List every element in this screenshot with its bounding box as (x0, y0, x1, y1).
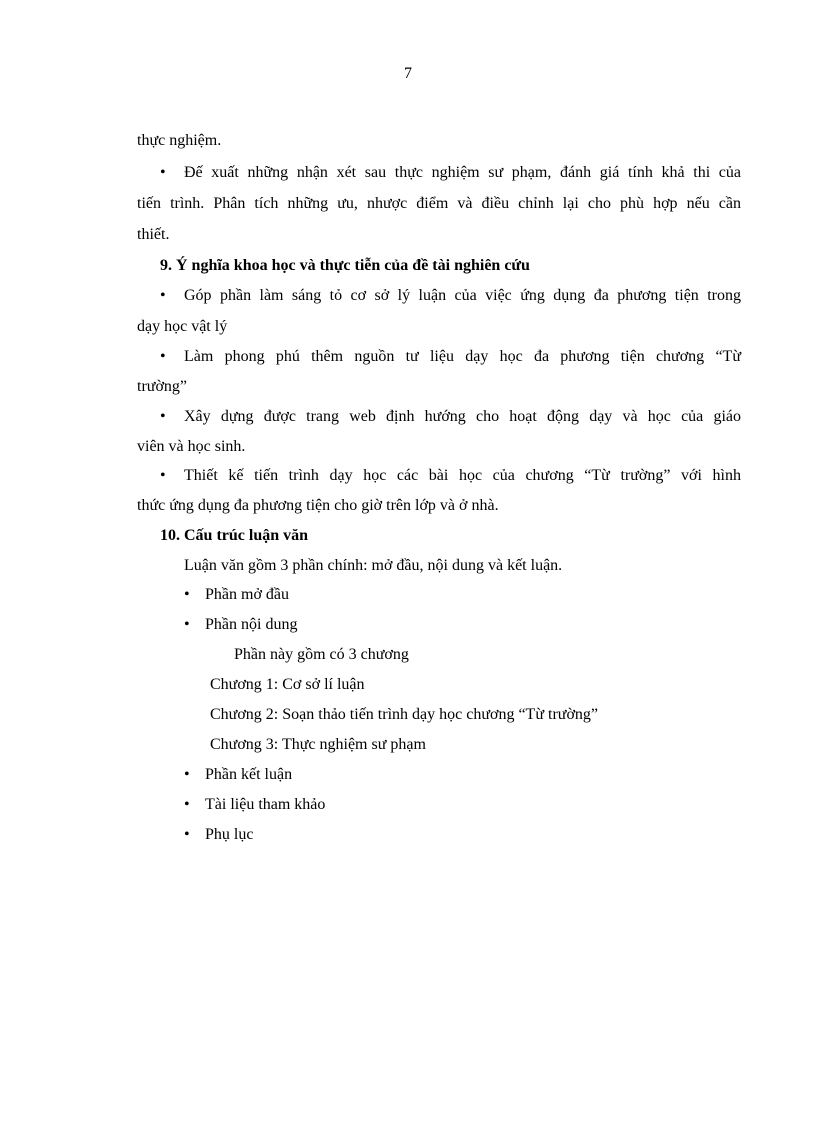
list-item-text: Đế xuất những nhận xét sau thực nghiệm sư phạm, đánh giá tính khả thi của (184, 164, 741, 181)
chapter-line: Chương 1: Cơ sở lí luận (210, 676, 365, 693)
list-item-text: Góp phần làm sáng tỏ cơ sở lý luận của việc ứng dụng đa phương tiện trong (184, 287, 741, 304)
bullet-icon: • (160, 408, 166, 425)
bullet-icon: • (184, 796, 190, 813)
section-heading: Cấu trúc luận văn (184, 527, 309, 544)
list-item-text: Thiết kế tiến trình dạy học các bài học của chương “Từ trường” với hình (184, 467, 741, 484)
bullet-icon: • (160, 287, 166, 304)
list-item-text: tiến trình. Phân tích những ưu, nhược điểm và điều chỉnh lại cho phù hợp nếu cần (137, 195, 741, 212)
section-number: 10. (160, 527, 180, 544)
bullet-icon: • (160, 348, 166, 365)
list-item-text: dạy học vật lý (137, 318, 228, 335)
page-number: 7 (404, 65, 412, 82)
list-item-text: Phần kết luận (205, 766, 293, 783)
list-item-text: Phần mở đầu (205, 586, 290, 603)
list-item-text: Phụ lục (205, 826, 254, 843)
list-item-text: trường” (137, 378, 188, 395)
list-item-text: Tài liệu tham khảo (205, 796, 326, 813)
bullet-icon: • (184, 586, 190, 603)
paragraph-line: thực nghiệm. (137, 132, 222, 149)
bullet-icon: • (160, 164, 166, 181)
list-item-text: viên và học sinh. (137, 438, 246, 455)
chapter-line: Chương 2: Soạn thảo tiến trình dạy học chương “Từ trường” (210, 706, 598, 723)
paragraph-line: Phần này gồm có 3 chương (234, 646, 409, 663)
list-item-text: thức ứng dụng đa phương tiện cho giờ trên lớp và ở nhà. (137, 497, 499, 514)
paragraph-line: Luận văn gồm 3 phần chính: mở đầu, nội dung và kết luận. (184, 557, 563, 574)
list-item-text: Xây dựng được trang web định hướng cho hoạt động dạy và học của giáo (184, 408, 741, 425)
chapter-line: Chương 3: Thực nghiệm sư phạm (210, 736, 426, 753)
list-item-text: thiết. (137, 226, 170, 243)
bullet-icon: • (184, 616, 190, 633)
list-item-text: Phần nội dung (205, 616, 298, 633)
section-heading: 9. Ý nghĩa khoa học và thực tiễn của đề tài nghiên cứu (160, 257, 530, 274)
bullet-icon: • (184, 766, 190, 783)
bullet-icon: • (184, 826, 190, 843)
list-item-text: Làm phong phú thêm nguồn tư liệu dạy học đa phương tiện chương “Từ (184, 348, 741, 365)
bullet-icon: • (160, 467, 166, 484)
